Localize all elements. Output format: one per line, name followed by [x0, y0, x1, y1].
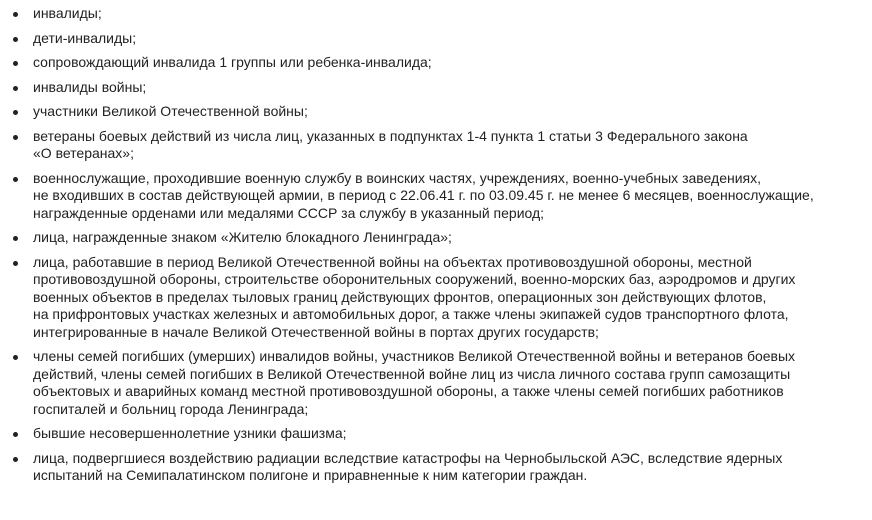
- list-item-text: сопровождающий инвалида 1 группы или ребенка-инвалида;: [33, 54, 432, 70]
- bullet-icon: [13, 61, 18, 66]
- bullet-icon: [13, 177, 18, 182]
- bullet-icon: [13, 236, 18, 241]
- bullet-icon: [13, 135, 18, 140]
- list-item: [12, 103, 860, 121]
- list-item-text: инвалиды войны;: [33, 78, 147, 95]
- list-item-text: участники Великой Отечественной войны;: [33, 103, 308, 119]
- beneficiary-list: [12, 5, 860, 485]
- bullet-icon: [13, 110, 18, 115]
- bullet-icon: [13, 86, 18, 91]
- list-item: [12, 128, 860, 163]
- bullet-icon: [13, 457, 18, 462]
- list-item: [12, 5, 860, 23]
- list-item-text: лица, награжденные знаком «Жителю блокадного Ленинграда»;: [33, 229, 452, 245]
- list-item: [12, 425, 860, 443]
- bullet-icon: [13, 12, 18, 17]
- bullet-icon: [13, 37, 18, 42]
- list-item: [12, 54, 860, 72]
- bullet-icon: [13, 261, 18, 266]
- list-item-text: бывшие несовершеннолетние узники фашизма;: [33, 425, 347, 441]
- bullet-icon: [13, 432, 18, 437]
- list-item: [12, 348, 860, 418]
- bullet-icon: [13, 355, 18, 360]
- list-item: [12, 450, 860, 485]
- list-item-text: военнослужащие, проходившие военную службу в воинских частях, учреждениях, военно-учебных заведениях, не входивших в состав действующей армии, в период с 22.06.41 г. по 03.09.45 г. не менее 6 месяцев, военнослужащие, награжденные орденами или медалями СССР за службу в указанный период;: [33, 169, 814, 221]
- list-item: [12, 254, 860, 342]
- list-item-text: инвалиды;: [33, 5, 102, 21]
- list-item: [12, 170, 860, 223]
- list-item-text: ветераны боевых действий из числа лиц, указанных в подпунктах 1-4 пункта 1 статьи 3 Федерального закона «О ветеранах»;: [33, 127, 748, 161]
- list-item: [12, 79, 860, 97]
- list-item: [12, 30, 860, 48]
- list-item-text: дети-инвалиды;: [33, 29, 137, 46]
- list-item-text: лица, работавшие в период Великой Отечественной войны на объектах противовоздушной обороны, местной противовоздушной обороны, строительстве оборонительных сооружений, военно-морских баз, аэродромов и других военных объектов в пределах тыловых границ действующих фронтов, операционных зон действующих флотов, на прифронтовых участках железных и автомобильных дорог, а также члены экипажей судов транспортного флота, интегрированные в начале Великой Отечественной войны в портах других государств;: [33, 253, 796, 340]
- list-item-text: члены семей погибших (умерших) инвалидов войны, участников Великой Отечественной войны и ветеранов боевых действий, члены семей погибших в Великой Отечественной войне лиц из числа личного состава групп самозащиты объектовых и аварийных команд местной противовоздушной обороны, а также члены семей погибших работников госпиталей и больниц города Ленинграда;: [33, 348, 796, 417]
- list-item: [12, 229, 860, 247]
- list-item-text: лица, подвергшиеся воздействию радиации вследствие катастрофы на Чернобыльской АЭС, вследствие ядерных испытаний на Семипалатинском полигоне и приравненные к ним категории граждан.: [33, 449, 783, 483]
